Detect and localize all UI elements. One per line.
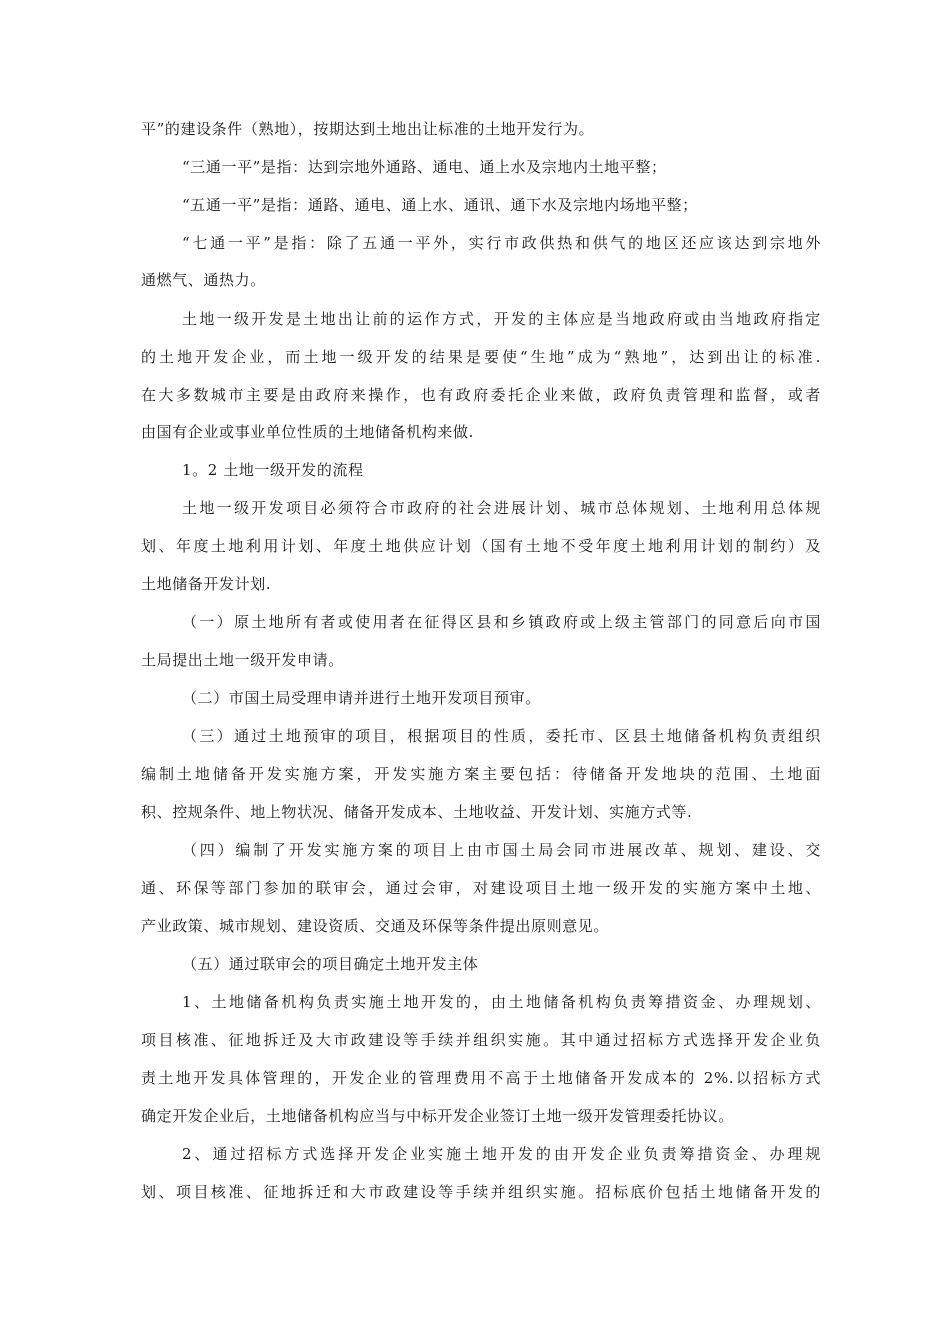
text-line: 由国有企业或事业单位性质的土地储备机构来做. xyxy=(141,423,474,441)
text-line: 在大多数城市主要是由政府来操作，也有政府委托企业来做，政府负责管理和监督，或者 xyxy=(141,386,821,404)
text-line: 项目核准、征地拆迁及大市政建设等手续并组织实施。其中通过招标方式选择开发企业负 xyxy=(141,1031,821,1049)
text-line: “五通一平”是指：通路、通电、通上水、通讯、通下水及宗地内场地平整； xyxy=(182,196,698,214)
text-line: “三通一平”是指：达到宗地外通路、通电、通上水及宗地内土地平整； xyxy=(182,158,667,176)
text-line: 通、环保等部门参加的联审会，通过会审，对建设项目土地一级开发的实施方案中土地、 xyxy=(141,879,821,897)
text-line: 划、年度土地利用计划、年度土地供应计划（国有土地不受年度土地利用计划的制约）及 xyxy=(141,537,821,555)
text-line: 确定开发企业后，土地储备机构应当与中标开发企业签订土地一级开发管理委托协议。 xyxy=(141,1107,734,1125)
text-line: 土局提出土地一级开发申请。 xyxy=(141,651,344,669)
text-line: 土地一级开发是土地出让前的运作方式，开发的主体应是当地政府或由当地政府指定 xyxy=(182,310,821,328)
text-line: 积、控规条件、地上物状况、储备开发成本、土地收益、开发计划、实施方式等. xyxy=(141,803,693,821)
text-line: 责土地开发具体管理的，开发企业的管理费用不高于土地储备开发成本的 2%.以招标方式 xyxy=(141,1069,821,1087)
text-line: 2、通过招标方式选择开发企业实施土地开发的由开发企业负责筹措资金、办理规 xyxy=(182,1145,821,1163)
text-line: 编制土地储备开发实施方案，开发实施方案主要包括：待储备开发地块的范围、土地面 xyxy=(141,765,821,783)
text-line: 划、项目核准、征地拆迁和大市政建设等手续并组织实施。招标底价包括土地储备开发的 xyxy=(141,1183,821,1201)
text-line: 平”的建设条件（熟地），按期达到土地出让标准的土地开发行为。 xyxy=(141,120,595,138)
section-heading: 1。2 土地一级开发的流程 xyxy=(182,461,364,479)
text-line: “七通一平”是指：除了五通一平外，实行市政供热和供气的地区还应该达到宗地外 xyxy=(182,234,821,252)
text-line: 土地一级开发项目必须符合市政府的社会进展计划、城市总体规划、土地利用总体规 xyxy=(182,499,821,517)
text-line: （一）原土地所有者或使用者在征得区县和乡镇政府或上级主管部门的同意后向市国 xyxy=(182,613,821,631)
text-line: 产业政策、城市规划、建设资质、交通及环保等条件提出原则意见。 xyxy=(141,917,610,935)
text-line: 的土地开发企业，而土地一级开发的结果是要使“生地”成为“熟地”，达到出让的标准. xyxy=(141,348,821,366)
text-line: （三）通过土地预审的项目，根据项目的性质，委托市、区县土地储备机构负责组织 xyxy=(182,727,821,745)
text-line: 通燃气、通热力。 xyxy=(141,271,266,289)
text-line: （二）市国土局受理申请并进行土地开发项目预审。 xyxy=(182,689,541,707)
text-line: 1、土地储备机构负责实施土地开发的，由土地储备机构负责筹措资金、办理规划、 xyxy=(182,993,821,1011)
text-line: （五）通过联审会的项目确定土地开发主体 xyxy=(182,955,479,973)
text-line: （四）编制了开发实施方案的项目上由市国土局会同市进展改革、规划、建设、交 xyxy=(182,841,821,859)
text-line: 土地储备开发计划. xyxy=(141,575,272,593)
